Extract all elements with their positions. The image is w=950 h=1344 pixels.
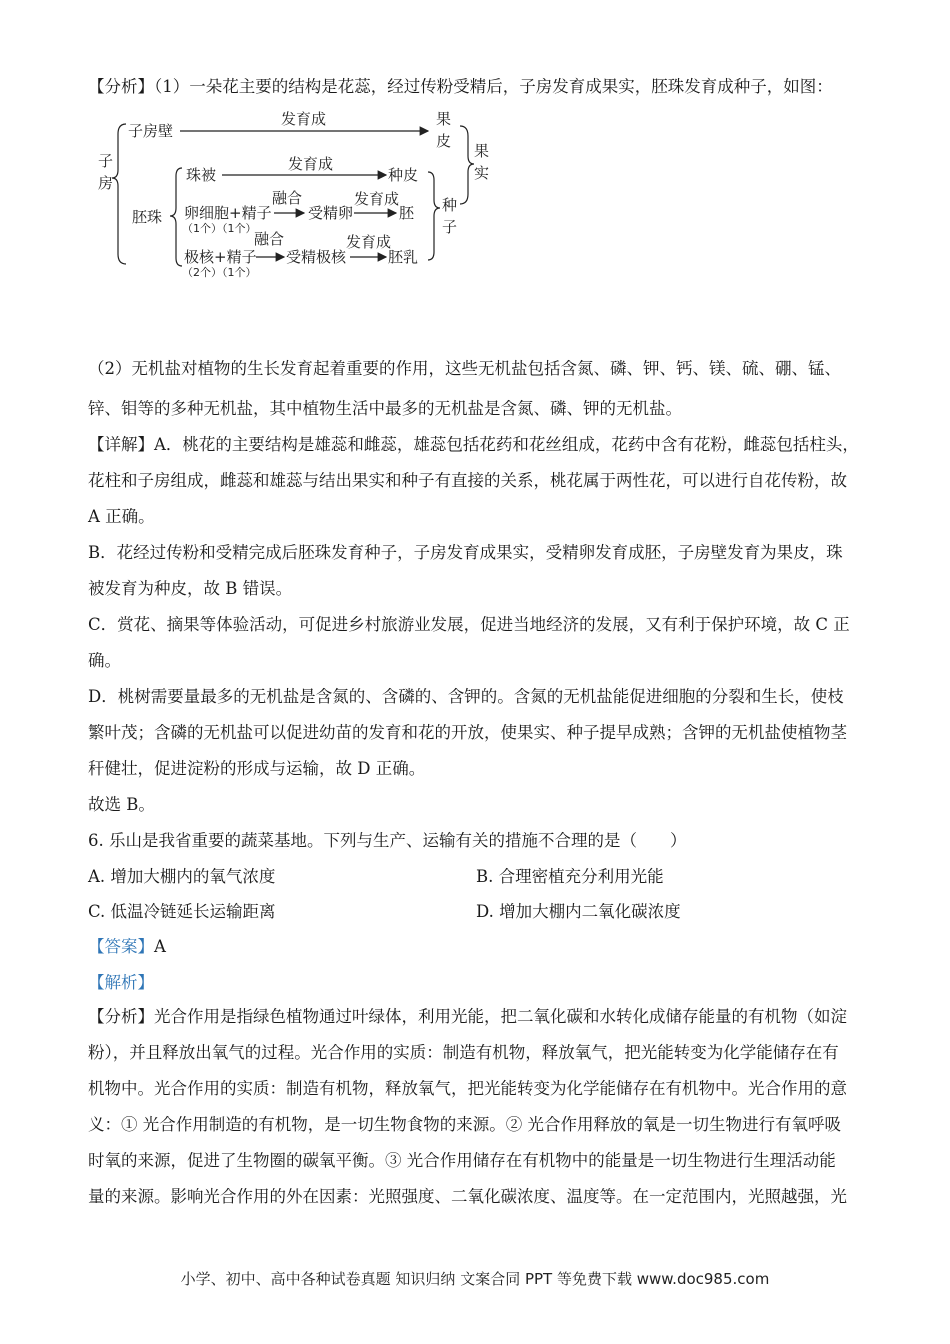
option-b: B. 合理密植充分利用光能 — [476, 867, 664, 886]
detail-a-line-3: A 正确。 — [88, 507, 155, 526]
fenxi-line-3: 机物中。光合作用的实质：制造有机物，释放氧气，把光能转变为化学能储存在有机物中。光合作用的意 — [88, 1079, 847, 1098]
fertilized-polar-label: 受精极核 — [286, 248, 347, 266]
question-6: 6. 乐山是我省重要的蔬菜基地。下列与生产、运输有关的措施不合理的是（ ） — [88, 831, 687, 850]
ovary-label-1: 子 — [98, 152, 114, 170]
fenxi-line-1: 【分析】光合作用是指绿色植物通过叶绿体，利用光能，把二氧化碳和水转化成储存能量的有机物（如淀 — [88, 1007, 847, 1026]
seed-label-1: 种 — [442, 196, 458, 214]
polar-sperm-label: 极核+精子 — [184, 248, 257, 266]
fruit-label-2: 实 — [474, 164, 490, 182]
fruit-label-1: 果 — [474, 142, 490, 160]
ovary-wall-label: 子房壁 — [128, 122, 174, 140]
zygote-label: 受精卵 — [308, 204, 354, 222]
detail-d-line-3: 秆健壮，促进淀粉的形成与运输，故 D 正确。 — [88, 759, 426, 778]
pericarp-label-2: 皮 — [436, 132, 452, 150]
ovary-label-2: 房 — [98, 174, 114, 192]
develops-label-3: 发育成 — [354, 190, 400, 208]
left-brace — [112, 124, 126, 264]
choose-line: 故选 B。 — [88, 795, 155, 814]
develops-label-2: 发育成 — [288, 155, 334, 173]
detail-b-line-1: B．花经过传粉和受精完成后胚珠发育种子，子房发育成果实，受精卵发育成胚，子房壁发育为果皮，珠 — [88, 543, 843, 562]
detail-a-line-2: 花柱和子房组成，雌蕊和雄蕊与结出果实和种子有直接的关系，桃花属于两性花，可以进行自花传粉，故 — [88, 471, 847, 490]
answer-line — [88, 930, 868, 964]
option-c: C. 低温冷链延长运输距离 — [88, 902, 276, 921]
detail-c-line-1: C．赏花、摘果等体验活动，可促进乡村旅游业发展，促进当地经济的发展，又有利于保护环境，故 C 正 — [88, 615, 850, 634]
fuse-label-2: 融合 — [254, 230, 285, 248]
option-a: A. 增加大棚内的氧气浓度 — [88, 867, 276, 886]
endosperm-label: 胚乳 — [388, 248, 419, 266]
seed-label-2: 子 — [442, 218, 458, 236]
fruit-brace — [460, 126, 474, 204]
fenxi-line-5: 时氧的来源，促进了生物圈的碳氧平衡。③ 光合作用储存在有机物中的能量是一切生物进行生理活动能 — [88, 1151, 836, 1170]
detail-b-line-2: 被发育为种皮，故 B 错误。 — [88, 579, 293, 598]
analysis-paragraph-2-line-1: （2）无机盐对植物的生长发育起着重要的作用，这些无机盐包括含氮、磷、钾、钙、镁、硫、硼、锰、 — [88, 359, 841, 378]
analysis-paragraph-1: 【分析】（1）一朵花主要的结构是花蕊，经过传粉受精后，子房发育成果实，胚珠发育成种子，如图： — [88, 77, 833, 96]
embryo-label: 胚 — [399, 204, 415, 222]
egg-sperm-label: 卵细胞+精子 — [184, 204, 272, 222]
polar-counts-label: （2个）（1个） — [182, 266, 257, 279]
fenxi-line-6: 量的来源。影响光合作用的外在因素：光照强度、二氧化碳浓度、温度等。在一定范围内，光照越强，光 — [88, 1187, 847, 1206]
seed-coat-label: 种皮 — [388, 166, 419, 184]
seed-brace — [428, 172, 440, 260]
ovule-label: 胚珠 — [132, 208, 163, 226]
detail-c-line-2: 确。 — [88, 651, 121, 670]
detail-d-line-1: D．桃树需要量最多的无机盐是含氮的、含磷的、含钾的。含氮的无机盐能促进细胞的分裂和生长，使枝 — [88, 687, 844, 706]
page-footer: 小学、初中、高中各种试卷真题 知识归纳 文案合同 PPT 等免费下载 www.doc985.com — [180, 1270, 770, 1288]
detail-d-line-2: 繁叶茂；含磷的无机盐可以促进幼苗的发育和花的开放，使果实、种子提早成熟；含钾的无机盐使植物茎 — [88, 723, 847, 742]
develops-label-1: 发育成 — [281, 110, 327, 128]
flower-development-diagram — [96, 104, 516, 294]
detail-a-line-1: 【详解】A．桃花的主要结构是雄蕊和雌蕊，雄蕊包括花药和花丝组成，花药中含有花粉，雌蕊包括柱头， — [88, 435, 859, 454]
egg-counts-label: （1个）（1个） — [182, 222, 257, 235]
fenxi-line-2: 粉），并且释放出氧气的过程。光合作用的实质：制造有机物，释放氧气，把光能转变为化学能储存在有 — [88, 1043, 839, 1062]
ovule-brace — [170, 168, 182, 266]
integument-label: 珠被 — [186, 166, 217, 184]
fenxi-line-4: 义：① 光合作用制造的有机物，是一切生物食物的来源。② 光合作用释放的氧是一切生物进行有氧呼吸 — [88, 1115, 841, 1134]
answer-tag: 【答案】 — [88, 937, 154, 956]
jiexi-tag: 【解析】 — [88, 973, 154, 992]
option-d: D. 增加大棚内二氧化碳浓度 — [476, 902, 681, 921]
pericarp-label-1: 果 — [436, 110, 452, 128]
fuse-label-1: 融合 — [272, 189, 303, 207]
answer-value: A — [154, 937, 166, 956]
develops-label-4: 发育成 — [346, 233, 392, 251]
analysis-paragraph-2-line-2: 锌、钼等的多种无机盐，其中植物生活中最多的无机盐是含氮、磷、钾的无机盐。 — [88, 399, 682, 418]
